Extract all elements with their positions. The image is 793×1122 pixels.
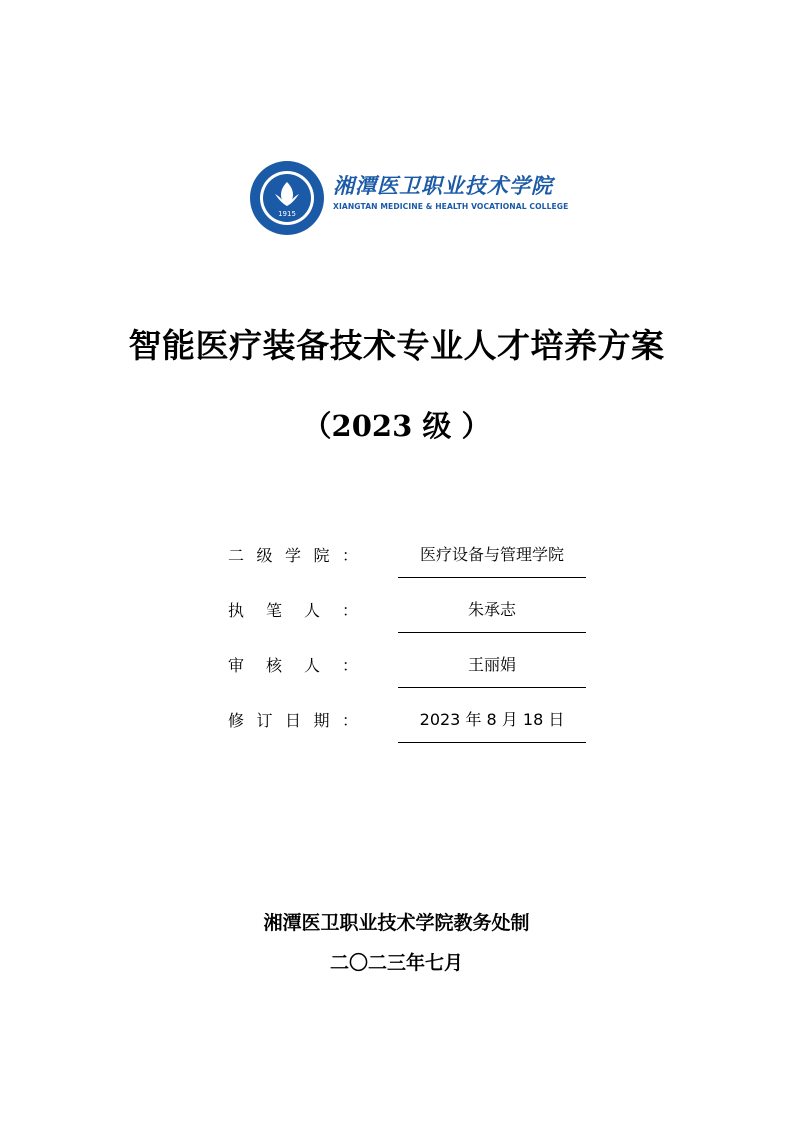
info-value: 王丽娟 bbox=[467, 655, 516, 674]
label-char: 订 bbox=[256, 711, 273, 730]
document-title: 智能医疗装备技术专业人才培养方案 bbox=[128, 326, 665, 365]
label-char: ： bbox=[341, 546, 358, 565]
info-row-revision-date bbox=[228, 708, 588, 748]
document-subtitle: （2023 级 ） bbox=[302, 409, 491, 443]
label-char: 二 bbox=[228, 546, 245, 565]
info-row-author bbox=[228, 598, 588, 638]
seal-year: 1915 bbox=[278, 210, 296, 218]
label-char: 人 bbox=[303, 656, 320, 675]
label-char: 审 bbox=[228, 656, 245, 675]
label-char: 修 bbox=[228, 711, 245, 730]
info-row-department bbox=[228, 543, 588, 583]
info-value-field bbox=[398, 708, 586, 743]
info-value-field bbox=[398, 543, 586, 578]
info-label bbox=[228, 653, 358, 676]
label-char: ： bbox=[341, 711, 358, 730]
label-char: 院 bbox=[313, 546, 330, 565]
college-seal-icon bbox=[249, 160, 325, 236]
college-name-english: XIANGTAN MEDICINE & HEALTH VOCATIONAL COLLEGE bbox=[333, 202, 569, 211]
info-label bbox=[228, 598, 358, 621]
college-name-chinese: 湘潭医卫职业技术学院 bbox=[333, 173, 553, 198]
info-label bbox=[228, 543, 358, 566]
label-char: 人 bbox=[303, 601, 320, 620]
label-char: 执 bbox=[228, 601, 245, 620]
label-char: 笔 bbox=[265, 601, 282, 620]
info-label bbox=[228, 708, 358, 731]
info-value-field bbox=[398, 653, 586, 688]
info-value: 医疗设备与管理学院 bbox=[419, 545, 564, 564]
issue-date: 二〇二三年七月 bbox=[329, 952, 463, 974]
issuing-office: 湘潭医卫职业技术学院教务处制 bbox=[263, 912, 530, 934]
info-value: 朱承志 bbox=[467, 600, 516, 619]
label-char: 日 bbox=[284, 711, 301, 730]
college-logo bbox=[249, 160, 569, 236]
info-value-field bbox=[398, 598, 586, 633]
info-value: 2023 年 8 月 18 日 bbox=[419, 710, 565, 729]
label-char: 核 bbox=[265, 656, 282, 675]
label-char: ： bbox=[341, 656, 358, 675]
label-char: ： bbox=[341, 601, 358, 620]
label-char: 期 bbox=[313, 711, 330, 730]
info-row-reviewer bbox=[228, 653, 588, 693]
label-char: 学 bbox=[284, 546, 301, 565]
label-char: 级 bbox=[256, 546, 273, 565]
